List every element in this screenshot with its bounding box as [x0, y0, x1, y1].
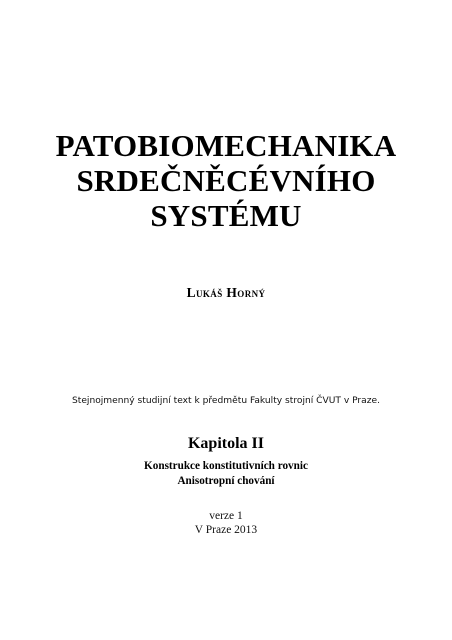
document-title	[0, 128, 452, 233]
chapter-label: Kapitola II	[187, 435, 264, 452]
title-line-2: SRDEČNĚCÉVNÍHO	[76, 163, 376, 198]
author-name	[0, 285, 452, 301]
title-line-1: PATOBIOMECHANIKA	[55, 128, 397, 163]
chapter-subtitle-1: Konstrukce konstitutivních rovnic	[144, 460, 308, 472]
author-last-name: Horný	[226, 285, 266, 300]
version-label: verze 1	[209, 510, 243, 522]
course-note: Stejnojmenný studijní text k předmětu Fakulty strojní ČVUT v Praze.	[71, 396, 381, 406]
place-date: V Praze 2013	[194, 524, 258, 536]
chapter-subtitle-2: Anisotropní chování	[177, 475, 275, 487]
author-first-name: Lukáš	[186, 285, 223, 300]
title-line-3: SYSTÉMU	[150, 198, 302, 233]
